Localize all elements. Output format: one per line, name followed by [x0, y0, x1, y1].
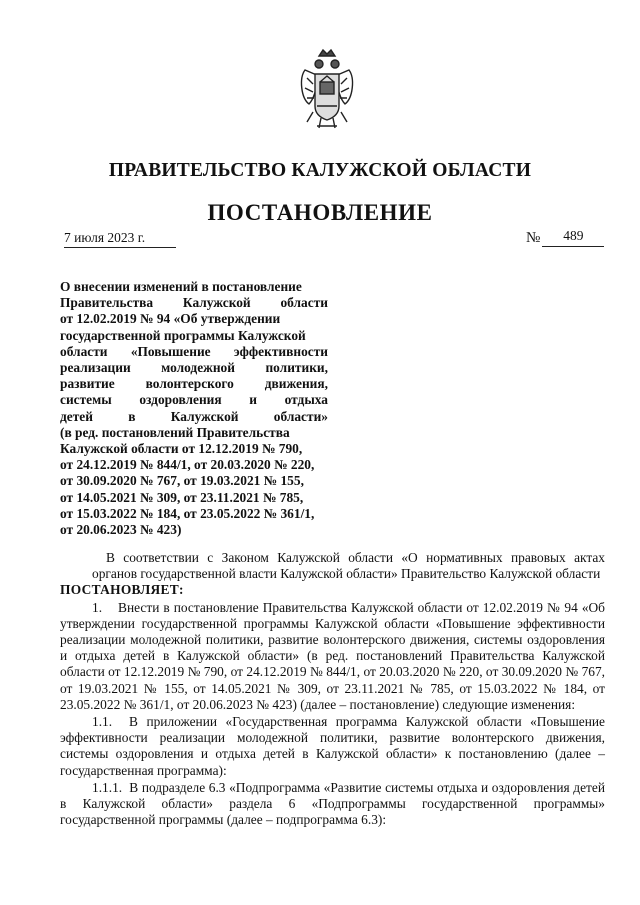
- subject-line: государственной программы Калужской: [60, 327, 306, 343]
- document-type-heading: ПОСТАНОВЛЕНИЕ: [207, 200, 433, 225]
- paragraph-1-1: 1.1. В приложении «Государственная программа Калужской области «Повышение эффективности реализации молодежной политики, развитие волонтерского движения, системы оздоровления и отдыха детей в Калужской области» к постановлению (далее – государственная программа):: [60, 714, 605, 778]
- subject-line: О внесении изменений в постановление: [60, 279, 302, 294]
- number-value: 489: [542, 228, 604, 247]
- subject-line: детей в Калужской области»: [60, 408, 328, 424]
- subject-line: развитие волонтерского движения,: [60, 376, 328, 392]
- subject-line: Правительства Калужской области: [60, 295, 328, 311]
- organization-title: ПРАВИТЕЛЬСТВО КАЛУЖСКОЙ ОБЛАСТИ: [108, 160, 532, 181]
- subject-line: (в ред. постановлений Правительства: [60, 424, 290, 440]
- subject-line: области «Повышение эффективности: [60, 343, 328, 359]
- subject-line: от 20.06.2023 № 423): [60, 522, 182, 538]
- document-number: [526, 228, 604, 247]
- coat-of-arms-icon: [295, 48, 359, 132]
- document-date: 7 июля 2023 г.: [64, 230, 176, 248]
- subject-line: от 24.12.2019 № 844/1, от 20.03.2020 № 220,: [60, 457, 315, 473]
- paragraph-1: 1. Внести в постановление Правительства Калужской области от 12.02.2019 № 94 «Об утверждении государственной программы Калужской области «Повышение эффективности реализации молодежной политики, развитие волонтерского движения, системы оздоровления и отдыха детей в Калужской области» (в ред. постановлений Правительства Калужской области от 12.12.2019 № 790, от 24.12.2019 № 844/1, от 20.03.2020 № 220, от 30.09.2020 № 767, от 19.03.2021 № 155, от 14.05.2021 № 309, от 23.11.2021 № 785, от 15.03.2022 № 184, от 23.05.2022 № 361/1, от 20.06.2023 № 423) (далее – постановление) следующие изменения:: [60, 599, 605, 712]
- paragraph-1-1-1: 1.1.1. В подразделе 6.3 «Подпрограмма «Развитие системы отдыха и оздоровления детей в Калужской области» раздела 6 «Подпрограммы государственной программы» государственной программы (далее – подпрограмма 6.3):: [60, 779, 605, 828]
- subject-line: от 12.02.2019 № 94 «Об утверждении: [60, 311, 281, 327]
- subject-line: от 30.09.2020 № 767, от 19.03.2021 № 155,: [60, 473, 304, 489]
- subject-line: от 14.05.2021 № 309, от 23.11.2021 № 785,: [60, 489, 304, 505]
- subject-line: системы оздоровления и отдыха: [60, 392, 328, 408]
- preamble-paragraph: В соответствии с Законом Калужской области «О нормативных правовых актах органов государственной власти Калужской области» Правительство Калужской области: [92, 550, 605, 582]
- subject-line: Калужской области от 12.12.2019 № 790,: [60, 441, 303, 457]
- document-subject: [60, 279, 328, 538]
- number-sign: №: [526, 230, 541, 246]
- subject-line: от 15.03.2022 № 184, от 23.05.2022 № 361/1,: [60, 505, 315, 521]
- resolves-keyword: [60, 582, 605, 598]
- subject-line: реализации молодежной политики,: [60, 360, 328, 376]
- resolves-text: ПОСТАНОВЛЯЕТ:: [60, 582, 184, 598]
- document-body: [60, 550, 605, 828]
